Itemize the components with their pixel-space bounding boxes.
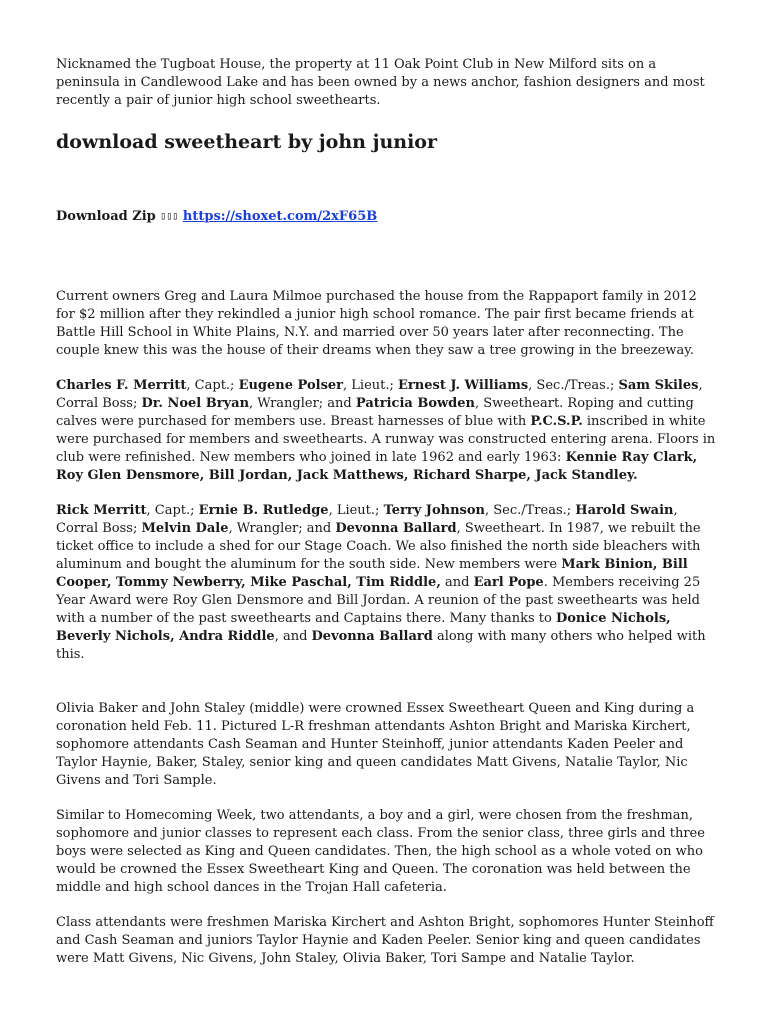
- text-run: , Sweetheart. Roping and cutting calves were purchased for members use. Breast harnesses of blue with: [56, 396, 694, 429]
- bold-name: Terry Johnson: [383, 503, 485, 518]
- page-heading: download sweetheart by john junior: [56, 131, 437, 153]
- bold-name: Patricia Bowden: [355, 396, 475, 411]
- arrow-glyphs-icon: ▯▯▯: [160, 211, 179, 222]
- bold-name: Kennie Ray Clark, Roy Glen Densmore, Bill Jordan, Jack Matthews, Richard Sharpe, Jack Standley.: [56, 450, 698, 483]
- text-run: , Capt.;: [186, 378, 239, 393]
- bold-name: Charles F. Merritt: [56, 378, 187, 393]
- download-label: Download Zip: [56, 209, 156, 224]
- bold-name: Ernest J. Williams: [398, 378, 529, 393]
- text-run: , Corral Boss;: [56, 503, 678, 536]
- bold-name: Mark Binion, Bill Cooper, Tommy Newberry, Mike Paschal, Tim Riddle,: [56, 557, 688, 590]
- text-run: inscribed in white were purchased for members and sweethearts. A runway was constructed entering arena. Floors in club were refinished. New members who joined in late 1962 and early 1963:: [56, 414, 716, 465]
- bold-name: Donice Nichols, Beverly Nichols, Andra Riddle: [56, 611, 671, 644]
- bold-name: Melvin Dale: [141, 521, 229, 536]
- bold-name: Devonna Ballard: [311, 629, 433, 644]
- attendants-paragraph: Class attendants were freshmen Mariska Kirchert and Ashton Bright, sophomores Hunter Steinhoff and Cash Seaman and juniors Taylor Haynie and Kaden Peeler. Senior king and queen candidates were Matt Givens, Nic Givens, John Staley, Olivia Baker, Tori Sampe and Natalie Taylor.: [56, 915, 714, 966]
- text-run: , Wrangler; and: [249, 396, 356, 411]
- intro-paragraph: Nicknamed the Tugboat House, the property at 11 Oak Point Club in New Milford sits on a peninsula in Candlewood Lake and has been owned by a news anchor, fashion designers and most recently a pair of junior high school sweethearts.: [56, 57, 705, 108]
- text-run: , Corral Boss;: [56, 378, 703, 411]
- homecoming-paragraph: Similar to Homecoming Week, two attendants, a boy and a girl, were chosen from the freshman, sophomore and junior classes to represent each class. From the senior class, three girls and three boys were selected as King and Queen candidates. Then, the high school as a whole voted on who would be crowned the Essex Sweetheart King and Queen. The coronation was held between the middle and high school dances in the Trojan Hall cafeteria.: [56, 808, 705, 895]
- owners-paragraph: Current owners Greg and Laura Milmoe purchased the house from the Rappaport family in 2012 for $2 million after they rekindled a junior high school romance. The pair first became friends at Battle Hill School in White Plains, N.Y. and married over 50 years later after reconnecting. The couple knew this was the house of their dreams when they saw a tree growing in the breezeway.: [56, 289, 697, 358]
- text-run: , and: [274, 629, 312, 644]
- download-link[interactable]: https://shoxet.com/2xF65B: [182, 209, 378, 224]
- bold-name: Ernie B. Rutledge: [198, 503, 329, 518]
- bold-name: Dr. Noel Bryan: [141, 396, 250, 411]
- bold-name: Earl Pope: [473, 575, 544, 590]
- text-run: . Members receiving 25 Year Award were Roy Glen Densmore and Bill Jordan. A reunion of the past sweethearts was held with a number of the past sweethearts and Captains there. Many thanks to: [56, 575, 701, 626]
- download-line: [56, 208, 718, 226]
- bold-name: Devonna Ballard: [335, 521, 457, 536]
- coronation-paragraph: Olivia Baker and John Staley (middle) were crowned Essex Sweetheart Queen and King during a coronation held Feb. 11. Pictured L-R freshman attendants Ashton Bright and Mariska Kirchert, sophomore attendants Cash Seaman and Hunter Steinhoff, junior attendants Kaden Peeler and Taylor Haynie, Baker, Staley, senior king and queen candidates Matt Givens, Natalie Taylor, Nic Givens and Tori Sample.: [56, 701, 695, 788]
- text-run: , Wrangler; and: [228, 521, 336, 536]
- text-run: and: [440, 575, 474, 590]
- text-run: , Sec./Treas.;: [484, 503, 576, 518]
- text-run: , Sweetheart. In 1987, we rebuilt the ticket office to include a shed for our Stage Coach. We also finished the north side bleachers with aluminum and bought the aluminum for the south side. New members were: [56, 521, 701, 572]
- bold-name: Eugene Polser: [238, 378, 344, 393]
- text-run: , Capt.;: [146, 503, 199, 518]
- text-run: , Lieut.;: [343, 378, 399, 393]
- text-run: , Lieut.;: [328, 503, 384, 518]
- text-run: , Sec./Treas.;: [528, 378, 619, 393]
- bold-name: Sam Skiles: [618, 378, 699, 393]
- bold-name: Harold Swain: [575, 503, 674, 518]
- club-officers-1963-paragraph: [56, 377, 718, 485]
- bold-name: P.C.S.P.: [530, 414, 583, 429]
- club-officers-1987-paragraph: [56, 502, 718, 664]
- bold-name: Rick Merritt: [56, 503, 147, 518]
- text-run: along with many others who helped with this.: [56, 629, 706, 662]
